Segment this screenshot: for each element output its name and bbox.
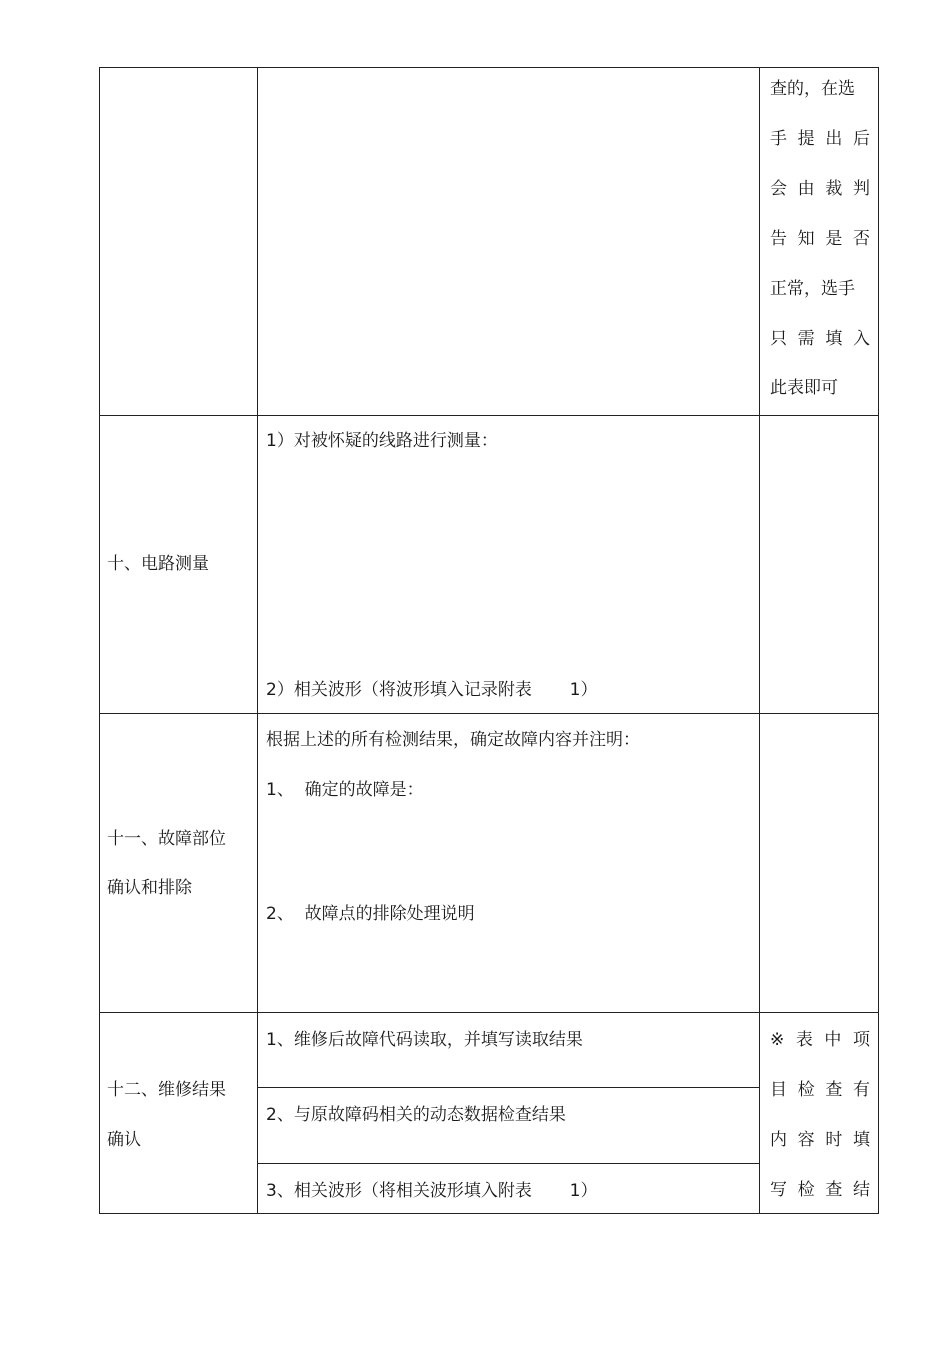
section-item: 根据上述的所有检测结果，确定故障内容并注明： xyxy=(266,730,640,750)
section-item: 1、 确定的故障是： xyxy=(266,780,424,800)
column-divider xyxy=(257,67,258,1214)
note-line: 此表即可 xyxy=(770,378,838,398)
section-item: 2、与原故障码相关的动态数据检查结果 xyxy=(266,1105,566,1125)
section-label: 十一、故障部位 xyxy=(107,829,226,849)
section-item: 3、相关波形（将相关波形填入附表 1） xyxy=(266,1181,598,1201)
note-line: 只需填入 xyxy=(770,329,870,349)
note-line: 正常，选手 xyxy=(770,279,855,299)
subrow-divider xyxy=(258,1087,760,1088)
note-line: ※表中项 xyxy=(770,1030,870,1050)
table-border-left xyxy=(99,67,100,1214)
table-border-bottom xyxy=(99,1213,879,1214)
section-item: 1、维修后故障代码读取，并填写读取结果 xyxy=(266,1030,583,1050)
section-label: 十、电路测量 xyxy=(107,554,209,574)
row-divider xyxy=(99,1012,879,1013)
column-divider xyxy=(759,67,760,1214)
row-divider xyxy=(99,713,879,714)
subrow-divider xyxy=(258,1163,760,1164)
note-line: 写检查结 xyxy=(770,1180,870,1200)
note-line: 目检查有 xyxy=(770,1080,870,1100)
note-line: 内容时填 xyxy=(770,1130,870,1150)
section-label: 十二、维修结果 xyxy=(107,1080,226,1100)
note-line: 手提出后 xyxy=(770,129,870,149)
section-item: 2、 故障点的排除处理说明 xyxy=(266,904,475,924)
table-border-top xyxy=(99,67,879,68)
row-divider xyxy=(99,415,879,416)
note-line: 会由裁判 xyxy=(770,179,870,199)
table-border-right xyxy=(878,67,879,1214)
section-label: 确认和排除 xyxy=(107,878,192,898)
section-label: 确认 xyxy=(107,1130,141,1150)
section-item: 2）相关波形（将波形填入记录附表 1） xyxy=(266,680,598,700)
note-line: 告知是否 xyxy=(770,229,870,249)
note-line: 查的，在选 xyxy=(770,79,855,99)
section-item: 1）对被怀疑的线路进行测量： xyxy=(266,431,498,451)
